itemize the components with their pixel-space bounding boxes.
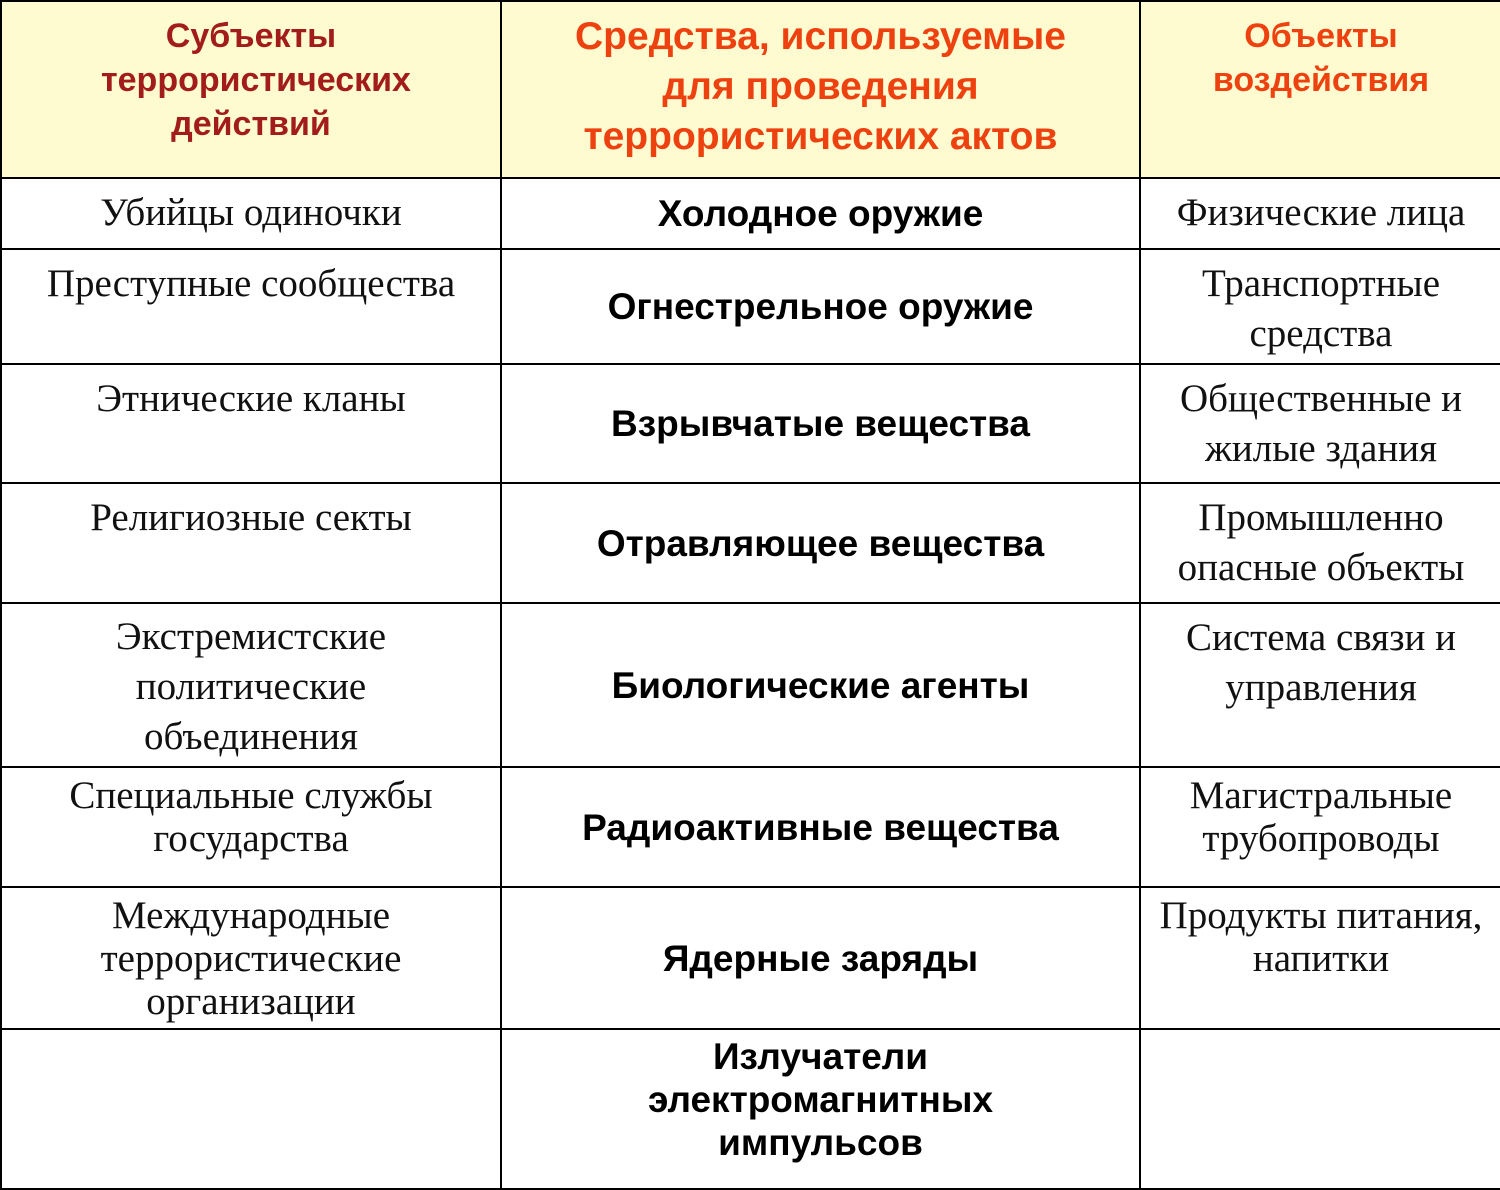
object-cell-text: Магистральные трубопроводы bbox=[1189, 774, 1453, 860]
header-objects bbox=[1140, 1, 1500, 178]
subject-cell bbox=[1, 603, 501, 767]
means-cell: Отравляющее вещества bbox=[501, 483, 1140, 603]
subject-cell: Убийцы одиночки bbox=[1, 178, 501, 249]
object-cell: Физические лица bbox=[1140, 178, 1500, 249]
table-row bbox=[1, 1029, 1500, 1189]
means-cell-text: Излучатели электромагнитных импульсов bbox=[647, 1036, 994, 1163]
means-cell: Огнестрельное оружие bbox=[501, 249, 1140, 364]
object-cell bbox=[1140, 483, 1500, 603]
means-cell: Холодное оружие bbox=[501, 178, 1140, 249]
subject-cell: Преступные сообщества bbox=[1, 249, 501, 364]
means-cell: Взрывчатые вещества bbox=[501, 364, 1140, 483]
object-cell bbox=[1140, 603, 1500, 767]
table-row bbox=[1, 483, 1500, 603]
table-row bbox=[1, 364, 1500, 483]
subject-cell bbox=[1, 1029, 501, 1189]
header-means-text: Средства, используемые для проведения террористических актов bbox=[575, 15, 1066, 158]
subject-cell bbox=[1, 767, 501, 887]
table-row bbox=[1, 887, 1500, 1029]
means-cell bbox=[501, 1029, 1140, 1189]
means-cell: Ядерные заряды bbox=[501, 887, 1140, 1029]
header-means bbox=[501, 1, 1140, 178]
table-row bbox=[1, 178, 1500, 249]
table-row bbox=[1, 767, 1500, 887]
object-cell bbox=[1140, 1029, 1500, 1189]
object-cell: Общественные и жилые здания bbox=[1140, 364, 1500, 483]
subject-cell-text: Специальные службы государства bbox=[69, 774, 433, 860]
subject-cell: Религиозные секты bbox=[1, 483, 501, 603]
object-cell bbox=[1140, 887, 1500, 1029]
header-subjects bbox=[1, 1, 501, 178]
means-cell: Радиоактивные вещества bbox=[501, 767, 1140, 887]
table-header-row bbox=[1, 1, 1500, 178]
object-cell-text: Продукты питания, напитки bbox=[1159, 894, 1483, 980]
header-objects-text: Объекты воздействия bbox=[1212, 17, 1430, 99]
object-cell bbox=[1140, 249, 1500, 364]
object-cell-text: Транспортные средства bbox=[1201, 262, 1441, 355]
means-cell: Биологические агенты bbox=[501, 603, 1140, 767]
table-row bbox=[1, 249, 1500, 364]
subject-cell-text: Экстремистские политические объединения bbox=[115, 615, 387, 758]
object-cell bbox=[1140, 767, 1500, 887]
table-row bbox=[1, 603, 1500, 767]
subject-cell: Этнические кланы bbox=[1, 364, 501, 483]
object-cell-text: Промышленно опасные объекты bbox=[1177, 496, 1465, 589]
object-cell-text: Система связи и управления bbox=[1185, 616, 1457, 709]
subject-cell bbox=[1, 887, 501, 1029]
subject-cell-text: Международные террористические организации bbox=[100, 894, 402, 1023]
header-subjects-text: Субъекты террористических действий bbox=[101, 17, 411, 143]
